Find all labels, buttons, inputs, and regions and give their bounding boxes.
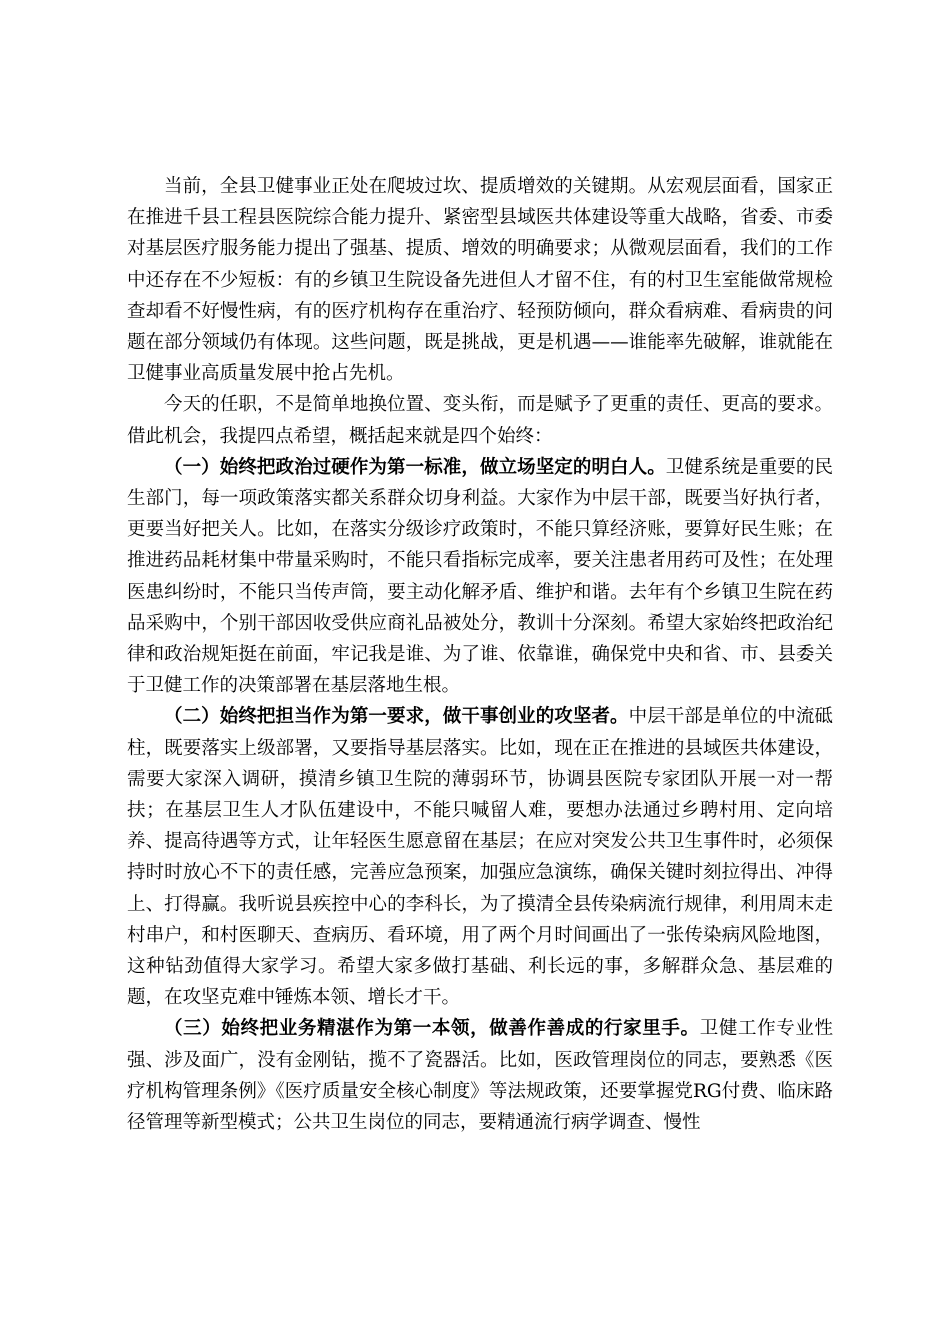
paragraph-heading: （三）始终把业务精湛作为第一本领，做善作善成的行家里手。 bbox=[164, 1018, 700, 1040]
paragraph-text: 中层干部是单位的中流砥柱，既要落实上级部署，又要指导基层落实。比如，现在正在推进的县域医共体建设，需要大家深入调研，摸清乡镇卫生院的薄弱环节，协调县医院专家团队开展一对一帮扶；在基层卫生人才队伍建设中，不能只喊留人难，要想办法通过乡聘村用、定向培养、提高待遇等方式，让年轻医生愿意留在基层；在应对突发公共卫生事件时，必须保持时时放心不下的责任感，完善应急预案，加强应急演练，确保关键时刻拉得出、冲得上、打得赢。我听说县疾控中心的李科长，为了摸清全县传染病流行规律，利用周末走村串户，和村医聊天、查病历、看环境，用了两个月时间画出了一张传染病风险地图，这种钻劲值得大家学习。希望大家多做打基础、利长远的事，多解群众急、基层难的题，在攻坚克难中锤炼本领、增长才干。 bbox=[127, 706, 833, 1009]
paragraph-situation bbox=[127, 171, 833, 389]
paragraph-point-one bbox=[127, 452, 833, 702]
paragraph-intro-hopes bbox=[127, 389, 833, 451]
paragraph-point-three bbox=[127, 1013, 833, 1138]
paragraph-text: 今天的任职，不是简单地换位置、变头衔，而是赋予了更重的责任、更高的要求。借此机会，我提四点希望，概括起来就是四个始终： bbox=[127, 394, 833, 447]
paragraph-heading: （二）始终把担当作为第一要求，做干事创业的攻坚者。 bbox=[164, 706, 629, 728]
paragraph-point-two bbox=[127, 701, 833, 1013]
paragraph-text: 卫健工作专业性强、涉及面广，没有金刚钻，揽不了瓷器活。比如，医政管理岗位的同志，要熟悉《医疗机构管理条例》《医疗质量安全核心制度》等法规政策，还要掌握党RG付费、临床路径管理等新型模式；公共卫生岗位的同志，要精通流行病学调查、慢性 bbox=[127, 1018, 833, 1134]
paragraph-heading: （一）始终把政治过硬作为第一标准，做立场坚定的明白人。 bbox=[164, 456, 666, 478]
paragraph-text: 卫健系统是重要的民生部门，每一项政策落实都关系群众切身利益。大家作为中层干部，既要当好执行者，更要当好把关人。比如，在落实分级诊疗政策时，不能只算经济账，要算好民生账；在推进药品耗材集中带量采购时，不能只看指标完成率，要关注患者用药可及性；在处理医患纠纷时，不能只当传声筒，要主动化解矛盾、维护和谐。去年有个乡镇卫生院在药品采购中，个别干部因收受供应商礼品被处分，教训十分深刻。希望大家始终把政治纪律和政治规矩挺在前面，牢记我是谁、为了谁、依靠谁，确保党中央和省、市、县委关于卫健工作的决策部署在基层落地生根。 bbox=[127, 456, 833, 697]
document-body bbox=[127, 171, 833, 1138]
paragraph-text: 当前，全县卫健事业正处在爬坡过坎、提质增效的关键期。从宏观层面看，国家正在推进千县工程县医院综合能力提升、紧密型县域医共体建设等重大战略，省委、市委对基层医疗服务能力提出了强基、提质、增效的明确要求；从微观层面看，我们的工作中还存在不少短板：有的乡镇卫生院设备先进但人才留不住，有的村卫生室能做常规检查却看不好慢性病，有的医疗机构存在重治疗、轻预防倾向，群众看病难、看病贵的问题在部分领域仍有体现。这些问题，既是挑战，更是机遇——谁能率先破解，谁就能在卫健事业高质量发展中抢占先机。 bbox=[127, 176, 833, 385]
